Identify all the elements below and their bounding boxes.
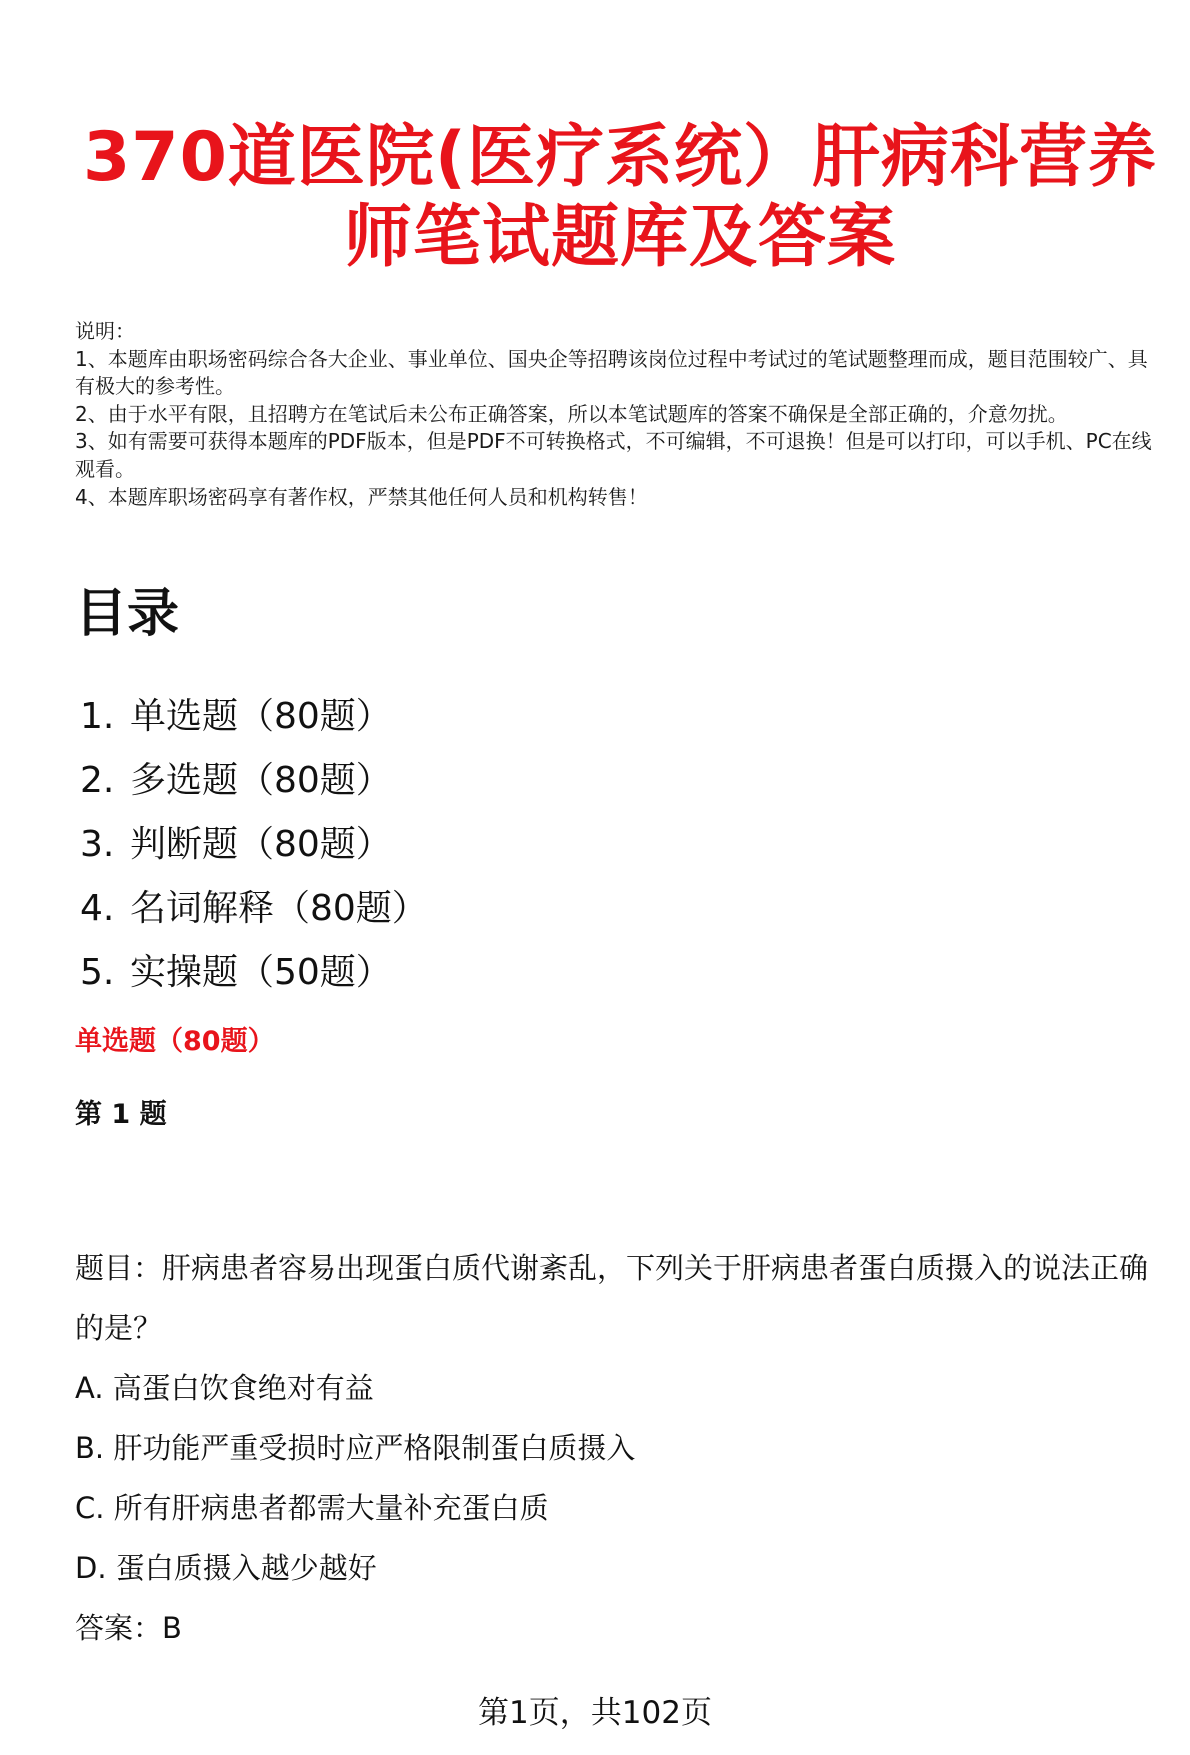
note-item: 1、本题库由职场密码综合各大企业、事业单位、国央企等招聘该岗位过程中考试过的笔试题整理而成，题目范围较广、具有极大的参考性。 [75, 346, 1148, 399]
answer-line [75, 1598, 1170, 1658]
note-item: 4、本题库职场密码享有著作权，严禁其他任何人员和机构转售！ [75, 484, 648, 509]
toc-item-number: 3. [80, 824, 115, 865]
toc-item[interactable] [80, 877, 428, 941]
toc-item-label: 单选题（80题） [130, 696, 392, 737]
option-d: D. 蛋白质摄入越少越好 [75, 1551, 377, 1585]
answer-label: 答案： [75, 1611, 163, 1645]
toc-item-number: 1. [80, 696, 115, 737]
toc-item[interactable] [80, 685, 428, 749]
section-heading: 单选题（80题） [75, 1026, 275, 1057]
toc-item-number: 2. [80, 760, 115, 801]
document-title [80, 118, 1160, 278]
title-line-2: 师笔试题库及答案 [343, 198, 896, 277]
notes-heading: 说明： [75, 319, 135, 343]
table-of-contents [80, 685, 428, 1005]
toc-item-label: 多选题（80题） [130, 760, 392, 801]
toc-item-label: 实操题（50题） [130, 952, 392, 993]
toc-item-label: 判断题（80题） [130, 824, 392, 865]
notes-block [75, 318, 1155, 511]
answer-value: B [162, 1611, 182, 1645]
toc-item-number: 4. [80, 888, 115, 929]
option-a: A. 高蛋白饮食绝对有益 [75, 1371, 374, 1405]
title-line-1: 370道医院(医疗系统）肝病科营养 [82, 118, 1158, 197]
question-stem: 题目：肝病患者容易出现蛋白质代谢紊乱，下列关于肝病患者蛋白质摄入的说法正确的是？ [75, 1251, 1149, 1345]
toc-item[interactable] [80, 941, 428, 1005]
page-footer: 第1页，共102页 [478, 1695, 712, 1731]
toc-heading: 目录 [75, 584, 180, 644]
toc-item-label: 名词解释（80题） [130, 888, 428, 929]
note-item: 3、如有需要可获得本题库的PDF版本，但是PDF不可转换格式，不可编辑，不可退换！但是可以打印，可以手机、PC在线观看。 [75, 429, 1152, 481]
toc-item[interactable] [80, 749, 428, 813]
question-number: 第 1 题 [75, 1099, 167, 1130]
toc-item[interactable] [80, 813, 428, 877]
toc-item-number: 5. [80, 952, 115, 993]
question-block [75, 1238, 1170, 1658]
option-b: B. 肝功能严重受损时应严格限制蛋白质摄入 [75, 1431, 636, 1465]
option-c: C. 所有肝病患者都需大量补充蛋白质 [75, 1491, 549, 1525]
note-item: 2、由于水平有限，且招聘方在笔试后未公布正确答案，所以本笔试题库的答案不确保是全部正确的，介意勿扰。 [75, 401, 1068, 426]
